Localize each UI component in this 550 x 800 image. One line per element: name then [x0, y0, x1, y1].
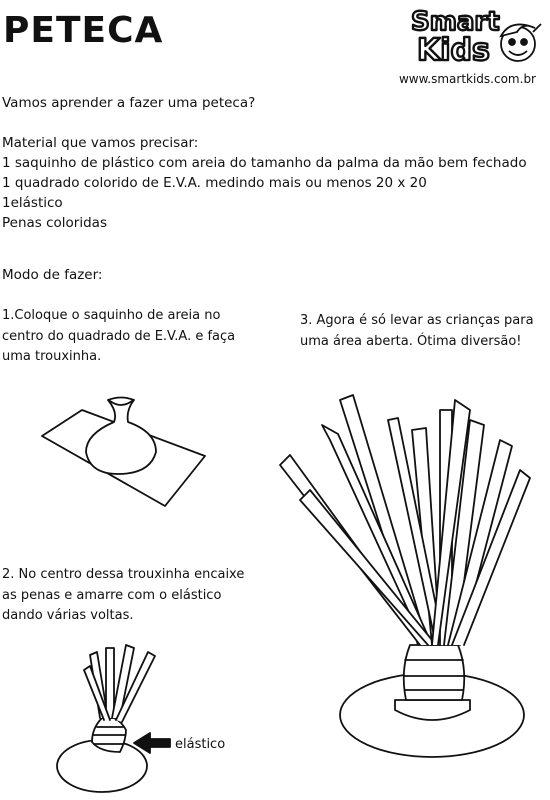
website-url: www.smartkids.com.br: [398, 72, 536, 86]
materials-heading: Material que vamos precisar:: [2, 135, 199, 151]
material-item: 1 saquinho de plástico com areia do tamanho da palma da mão bem fechado: [2, 155, 527, 171]
svg-text:Smart: Smart: [411, 7, 500, 37]
elastic-label: elástico: [175, 737, 226, 752]
intro-text: Vamos aprender a fazer uma peteca?: [2, 95, 256, 111]
material-item: 1 quadrado colorido de E.V.A. medindo mais ou menos 20 x 20: [2, 175, 427, 191]
small-peteca-illustration: [57, 645, 155, 792]
step-2-text: 2. No centro dessa trouxinha encaixe as penas e amarre com o elástico dando várias voltas.: [2, 567, 245, 623]
material-item: Penas coloridas: [2, 215, 107, 231]
step-1-text: 1.Coloque o saquinho de areia no centro do quadrado de E.V.A. e faça uma trouxinha.: [2, 308, 236, 364]
step-3-text: 3. Agora é só levar as crianças para uma área aberta. Ótima diversão!: [300, 313, 534, 349]
page-title: PETECA: [3, 10, 164, 51]
sandbag-on-square-illustration: [42, 398, 205, 507]
method-heading: Modo de fazer:: [2, 267, 103, 283]
big-peteca-illustration: [280, 395, 530, 757]
material-item: 1elástico: [2, 195, 63, 211]
arrow-icon: [134, 733, 170, 753]
svg-text:Kids: Kids: [417, 33, 490, 68]
